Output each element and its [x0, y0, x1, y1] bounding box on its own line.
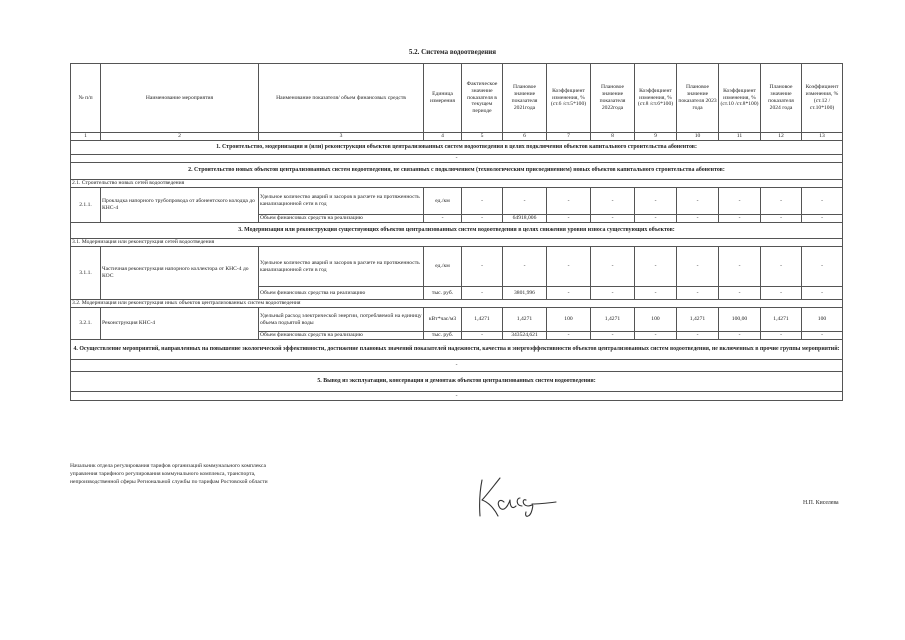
column-number: 9	[635, 133, 677, 141]
measure-name: Частичная реконструкция напорного коллектора от КНС-4 до КОС	[101, 247, 259, 300]
indicator-name: Объем финансовых средства на реализацию	[259, 287, 424, 300]
subsection-2-1-heading: 2.1. Строительство новых сетей водоотведения	[71, 180, 843, 188]
value-cell: -	[462, 332, 503, 340]
document-title: 5.2. Система водоотведения	[408, 48, 497, 56]
value-cell: -	[591, 332, 635, 340]
table-row	[71, 247, 843, 287]
empty-row	[71, 155, 843, 163]
value-cell: -	[802, 247, 843, 287]
value-cell: -	[677, 332, 719, 340]
value-cell: -	[719, 188, 761, 215]
indicator-name: Объем финансовых средств на реализацию	[259, 215, 424, 223]
signatory-position: Начальник отдела регулирования тарифов организаций коммунального комплекса управления тарифного регулирования коммунального комплекса, транспорта, непроизводственной сферы Региональной службы по тарифам Ростовской области	[70, 463, 268, 486]
value-cell: -	[677, 287, 719, 300]
empty-row	[71, 392, 843, 401]
measures-table	[70, 63, 843, 401]
column-number: 2	[101, 133, 259, 141]
section-2-heading: 2. Строительство новых объектов централизованных систем водоотведения, не связанных с подключением (технологическим присоединением) новых объектов капитального строительства абонентов:	[71, 163, 843, 180]
value-cell: -	[635, 332, 677, 340]
table-row	[71, 308, 843, 332]
header-cell: Наименование мероприятия	[101, 64, 259, 133]
column-number: 6	[503, 133, 547, 141]
section-row	[71, 340, 843, 360]
value-cell: -	[547, 215, 591, 223]
value-cell: -	[802, 332, 843, 340]
empty-dash: -	[71, 392, 843, 401]
value-cell: -	[761, 287, 802, 300]
measure-name: Реконструкция КНС-4	[101, 308, 259, 340]
value-cell: -	[547, 332, 591, 340]
header-cell: Фактическое значение показателя в текущем периоде	[462, 64, 503, 133]
row-number: 2.1.1.	[71, 188, 101, 223]
value-cell: 1,4271	[591, 308, 635, 332]
value-cell: -	[635, 215, 677, 223]
column-number: 8	[591, 133, 635, 141]
value-cell: -	[591, 247, 635, 287]
subsection-row	[71, 239, 843, 247]
value-cell: -	[635, 287, 677, 300]
empty-dash: -	[71, 155, 843, 163]
value-cell: 1,4271	[677, 308, 719, 332]
value-cell: -	[761, 215, 802, 223]
value-cell: -	[462, 247, 503, 287]
value-cell: 1,4271	[761, 308, 802, 332]
column-number: 10	[677, 133, 719, 141]
value-cell: 1,4271	[462, 308, 503, 332]
column-number: 13	[802, 133, 843, 141]
value-cell: -	[719, 332, 761, 340]
subsection-3-1-heading: 3.1. Модернизация или реконструкция сетей водоотведения	[71, 239, 843, 247]
value-cell: -	[462, 215, 503, 223]
indicator-name: Объем финансовых средств на реализацию	[259, 332, 424, 340]
indicator-name: Удельный расход электрической энергии, потребляемой на единицу объема подъятой воды	[259, 308, 424, 332]
column-number: 4	[424, 133, 462, 141]
column-number: 1	[71, 133, 101, 141]
unit-cell: кВт*час/м3	[424, 308, 462, 332]
column-number: 5	[462, 133, 503, 141]
value-cell: 3801,996	[503, 287, 547, 300]
section-row	[71, 163, 843, 180]
signatory-name: Н.П. Киселева	[803, 500, 839, 506]
header-cell: Единица измерения	[424, 64, 462, 133]
value-cell: -	[462, 188, 503, 215]
measure-name: Прокладка напорного трубопровода от абонентского колодца до КНС-4	[101, 188, 259, 223]
header-cell: Плановое значение показателя 2023 года	[677, 64, 719, 133]
header-cell: Коэффициент изменения, % (ст.10 /ст.8*100)	[719, 64, 761, 133]
row-number: 3.2.1.	[71, 308, 101, 340]
subsection-3-2-heading: 3.2. Модернизация или реконструкция иных объектов централизованных систем водоотведения	[71, 300, 843, 308]
unit-cell: ед./км	[424, 188, 462, 215]
value-cell: -	[635, 188, 677, 215]
value-cell: -	[802, 287, 843, 300]
header-cell: Плановое значение показателя 2024 года	[761, 64, 802, 133]
header-cell: Коэффициент изменения, % (ст.12 /ст.10*100)	[802, 64, 843, 133]
value-cell: -	[677, 188, 719, 215]
value-cell: 100,00	[719, 308, 761, 332]
empty-dash: -	[71, 360, 843, 372]
handwritten-signature	[470, 472, 560, 522]
column-number: 3	[259, 133, 424, 141]
header-cell: № п/п	[71, 64, 101, 133]
value-cell: 343524,621	[503, 332, 547, 340]
column-number: 11	[719, 133, 761, 141]
section-5-heading: 5. Вывод из эксплуатации, консервация и демонтаж объектов централизованных систем водоотведения:	[71, 372, 843, 392]
value-cell: -	[761, 188, 802, 215]
value-cell: 100	[802, 308, 843, 332]
value-cell: 100	[635, 308, 677, 332]
value-cell: -	[591, 215, 635, 223]
subsection-row	[71, 180, 843, 188]
value-cell: -	[802, 188, 843, 215]
value-cell: -	[761, 247, 802, 287]
header-cell: Плановое значение показателя 2022года	[591, 64, 635, 133]
section-row	[71, 372, 843, 392]
value-cell: -	[503, 188, 547, 215]
value-cell: 100	[547, 308, 591, 332]
indicator-name: Удельное количество аварий и засоров в расчете на протяженность канализационной сети в год	[259, 247, 424, 287]
header-cell: Наименование показателя/ объем финансовых средств	[259, 64, 424, 133]
column-number: 7	[547, 133, 591, 141]
value-cell: 64918,006	[503, 215, 547, 223]
empty-row	[71, 360, 843, 372]
table-row	[71, 188, 843, 215]
value-cell: -	[719, 287, 761, 300]
section-row	[71, 141, 843, 155]
value-cell: -	[591, 188, 635, 215]
unit-cell: тыс. руб.	[424, 287, 462, 300]
value-cell: -	[802, 215, 843, 223]
column-number-row	[71, 133, 843, 141]
table-header-row	[71, 64, 843, 133]
column-number: 12	[761, 133, 802, 141]
value-cell: -	[462, 287, 503, 300]
value-cell: -	[761, 332, 802, 340]
unit-cell: тыс. руб.	[424, 332, 462, 340]
unit-cell: ед./км	[424, 247, 462, 287]
header-cell: Коэффициент изменения, % (ст.6 /ст.5*100)	[547, 64, 591, 133]
value-cell: -	[677, 215, 719, 223]
section-row	[71, 223, 843, 239]
value-cell: -	[635, 247, 677, 287]
value-cell: 1,4271	[503, 308, 547, 332]
value-cell: -	[547, 287, 591, 300]
header-cell: Коэффициент изменения, % (ст.8 /ст.6*100)	[635, 64, 677, 133]
row-number: 3.1.1.	[71, 247, 101, 300]
subsection-row	[71, 300, 843, 308]
section-3-heading: 3. Модернизация или реконструкция существующих объектов централизованных систем водоотведения в целях снижения уровня износа существующих объектов:	[71, 223, 843, 239]
unit-cell: -	[424, 215, 462, 223]
value-cell: -	[677, 247, 719, 287]
indicator-name: Удельное количество аварий и засоров в расчете на протяженность канализационной сети в год	[259, 188, 424, 215]
section-1-heading: 1. Строительство, модернизация и (или) реконструкция объектов централизованных систем водоотведения в целях подключения объектов капитального строительства абонентов:	[71, 141, 843, 155]
section-4-heading: 4. Осуществление мероприятий, направленных на повышение экологической эффективности, достижение плановых значений показателей надежности, качества и энергоэффективности объектов централизованных систем водоотведения, не включенных в прочие группы мероприятий:	[71, 340, 843, 360]
value-cell: -	[719, 247, 761, 287]
header-cell: Плановое значение показателя 2021года	[503, 64, 547, 133]
value-cell: -	[547, 247, 591, 287]
value-cell: -	[547, 188, 591, 215]
value-cell: -	[719, 215, 761, 223]
value-cell: -	[503, 247, 547, 287]
value-cell: -	[591, 287, 635, 300]
